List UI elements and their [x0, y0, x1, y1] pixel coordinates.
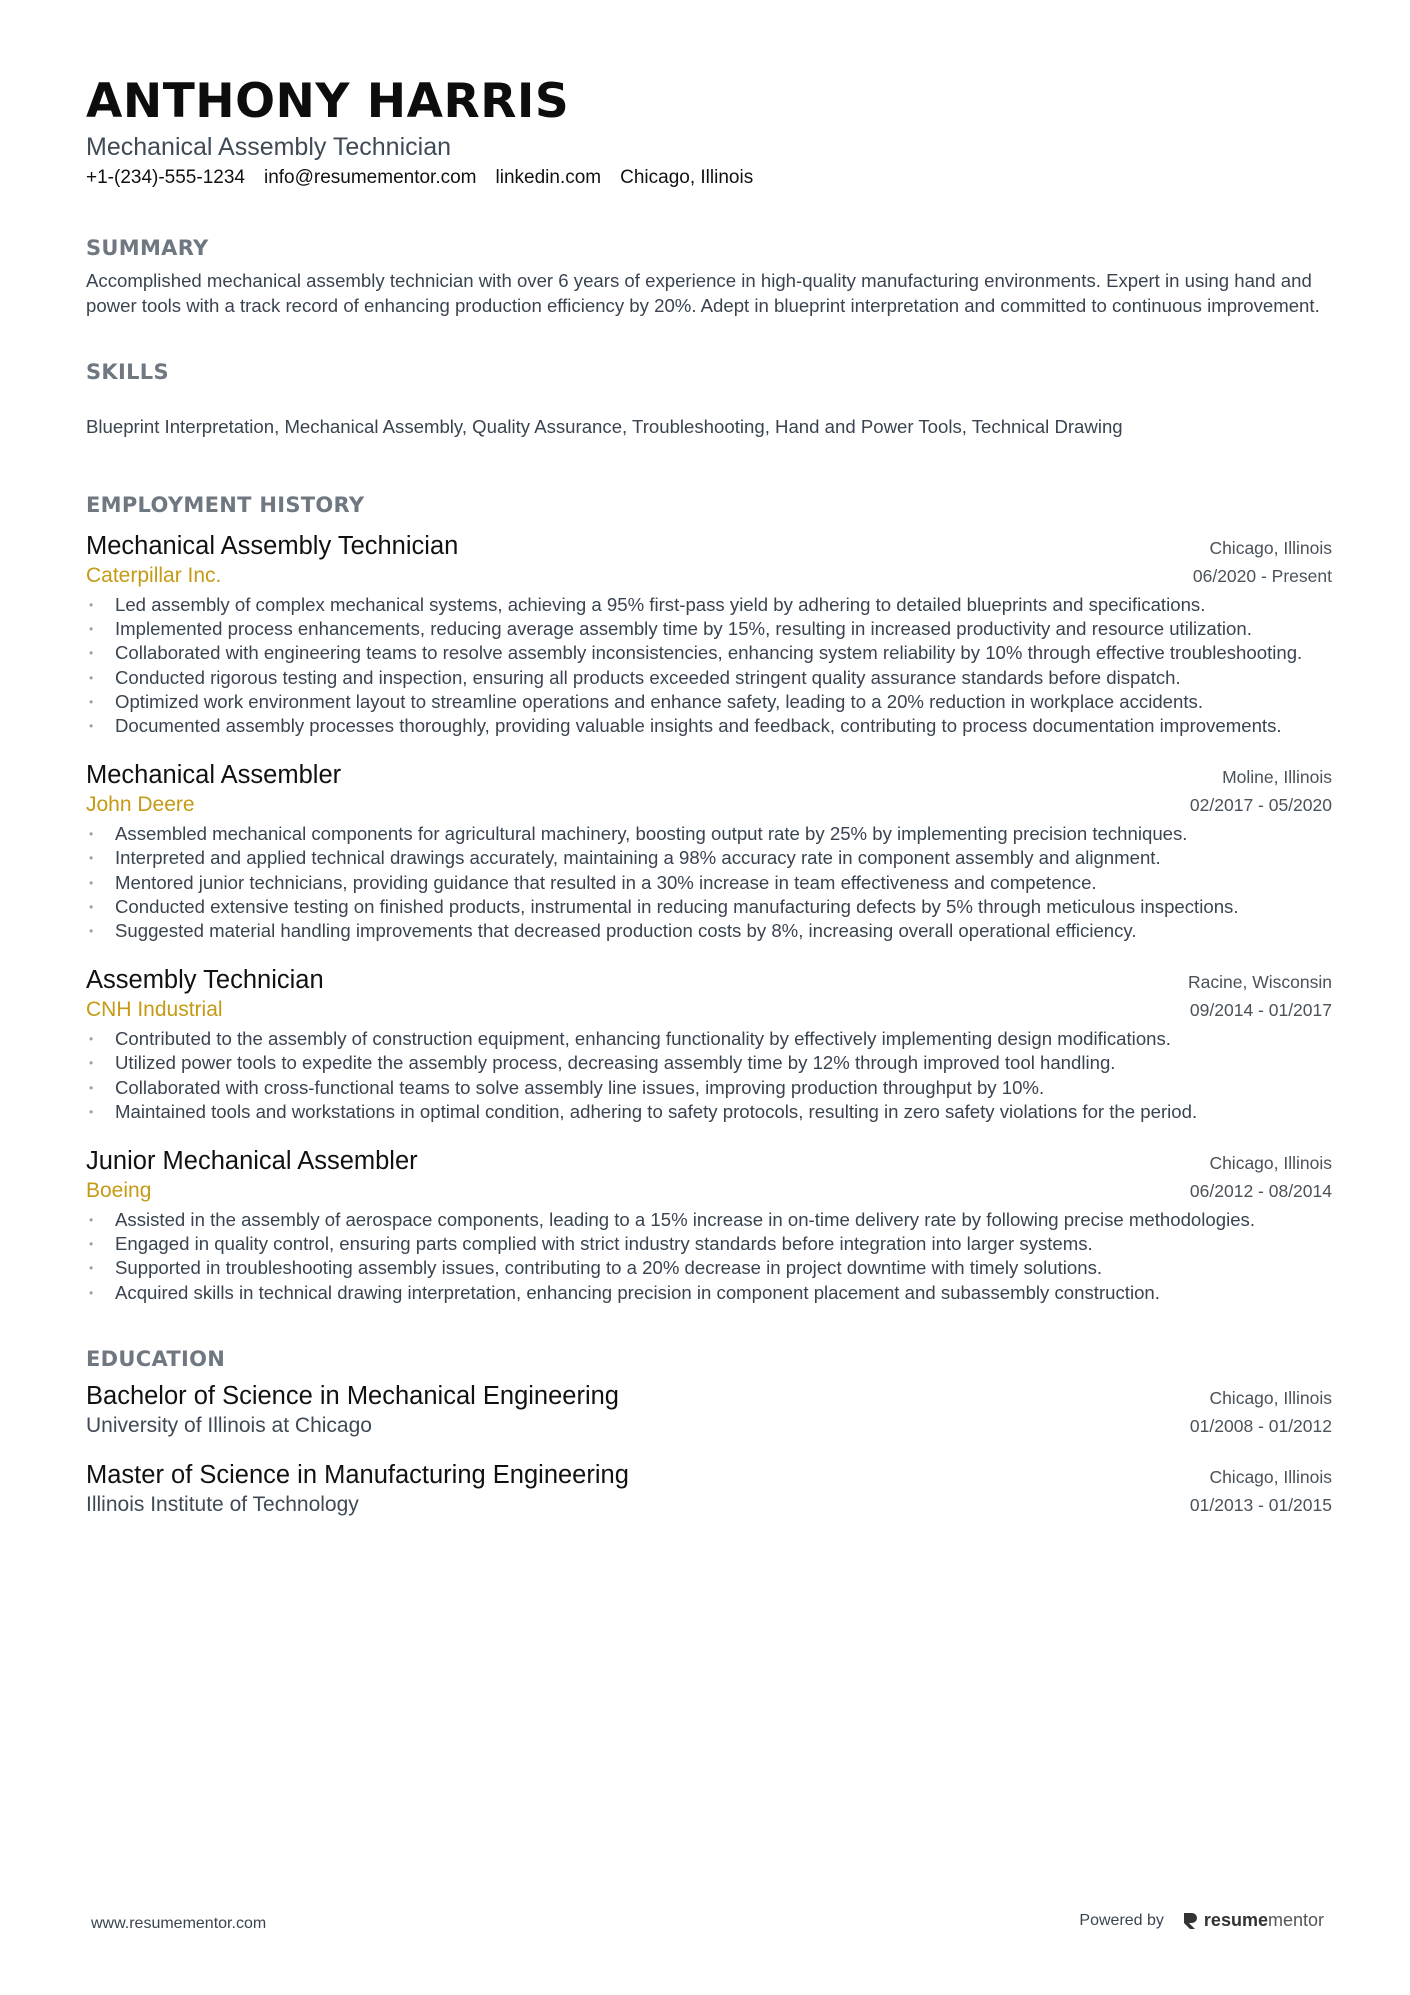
education-degree: Master of Science in Manufacturing Engineering	[86, 1460, 629, 1489]
job-bullets	[86, 822, 1332, 943]
education-header-row	[86, 1460, 1332, 1491]
job-company: Boeing	[86, 1179, 152, 1203]
education-heading: EDUCATION	[86, 1346, 226, 1371]
job-header-row	[86, 965, 1332, 996]
job-role: Assembly Technician	[86, 966, 324, 995]
education-school: University of Illinois at Chicago	[86, 1413, 372, 1437]
education-location: Chicago, Illinois	[1209, 1387, 1332, 1408]
job-bullet: • Contributed to the assembly of construction equipment, enhancing functionality by effectively implementing design modifications.	[86, 1027, 1332, 1051]
job-bullet: • Assisted in the assembly of aerospace components, leading to a 15% increase in on-time delivery rate by following precise methodologies.	[86, 1208, 1332, 1232]
job-company: Caterpillar Inc.	[86, 564, 222, 587]
education-dates: 01/2008 - 01/2012	[1189, 1415, 1332, 1436]
education-location: Chicago, Illinois	[1209, 1466, 1332, 1487]
job-bullets	[86, 593, 1332, 738]
job-location: Racine, Wisconsin	[1188, 972, 1332, 993]
job-bullet: • Engaged in quality control, ensuring parts complied with strict industry standards before integration into larger systems.	[86, 1232, 1332, 1256]
job-bullet: • Utilized power tools to expedite the assembly process, decreasing assembly time by 12% through improved tool handling.	[86, 1051, 1332, 1075]
job-bullet: • Led assembly of complex mechanical systems, achieving a 95% first-pass yield by adhering to detailed blueprints and specifications.	[86, 593, 1332, 617]
education-dates: 01/2013 - 01/2015	[1189, 1494, 1332, 1515]
job-dates: 09/2014 - 01/2017	[1189, 1000, 1332, 1021]
job-role: Mechanical Assembler	[86, 761, 342, 790]
job-company: John Deere	[86, 793, 195, 817]
job-bullets	[86, 1208, 1332, 1305]
job-header-row	[86, 760, 1332, 791]
job-role: Junior Mechanical Assembler	[86, 1147, 418, 1176]
job-bullet: • Assembled mechanical components for agricultural machinery, boosting output rate by 25% by implementing precision techniques.	[86, 822, 1332, 846]
job-subheader-row	[86, 996, 1332, 1024]
powered-by-label: Powered by	[1079, 1911, 1164, 1929]
brand-logo[interactable]	[1182, 1910, 1324, 1931]
employment-list	[86, 531, 1332, 1305]
job-bullet: • Interpreted and applied technical drawings accurately, maintaining a 98% accuracy rate in component assembly and alignment.	[86, 846, 1332, 870]
education-entry	[86, 1381, 1332, 1440]
job-company: CNH Industrial	[86, 998, 223, 1022]
resumementor-logo-icon	[1182, 1912, 1198, 1930]
job-dates: 06/2012 - 08/2014	[1189, 1181, 1332, 1202]
job-header-row	[86, 1146, 1332, 1177]
job-bullet: • Mentored junior technicians, providing guidance that resulted in a 30% increase in team effectiveness and competence.	[86, 871, 1332, 895]
job-entry	[86, 965, 1332, 1124]
summary-text: Accomplished mechanical assembly technician with over 6 years of experience in high-quality manufacturing environments. Expert in using hand and power tools with a track record of enhancing production efficiency by 20%. Adept in blueprint interpretation and committed to continuous improvement.	[86, 270, 1320, 316]
skills-heading: SKILLS	[86, 360, 169, 384]
job-subheader-row	[86, 1177, 1332, 1205]
education-entry	[86, 1460, 1332, 1519]
candidate-name: ANTHONY HARRIS	[86, 74, 570, 129]
job-role: Mechanical Assembly Technician	[86, 532, 459, 560]
education-subheader-row	[86, 1491, 1332, 1519]
job-bullet: • Acquired skills in technical drawing interpretation, enhancing precision in component placement and subassembly construction.	[86, 1281, 1332, 1305]
summary-heading: SUMMARY	[86, 236, 209, 260]
job-bullet: • Documented assembly processes thoroughly, providing valuable insights and feedback, contributing to process documentation improvements.	[86, 714, 1332, 738]
job-entry	[86, 531, 1332, 738]
employment-heading: EMPLOYMENT HISTORY	[86, 493, 365, 517]
brand-name-strong: resume	[1203, 1910, 1268, 1930]
job-bullet: • Suggested material handling improvements that decreased production costs by 8%, increasing overall operational efficiency.	[86, 919, 1332, 943]
job-bullet: • Maintained tools and workstations in optimal condition, adhering to safety protocols, resulting in zero safety violations for the period.	[86, 1100, 1332, 1124]
job-bullet: • Collaborated with engineering teams to resolve assembly inconsistencies, enhancing system reliability by 10% through effective troubleshooting.	[86, 641, 1332, 665]
education-degree: Bachelor of Science in Mechanical Engineering	[86, 1381, 619, 1410]
contact-location: Chicago, Illinois	[620, 167, 754, 188]
job-bullet: • Collaborated with cross-functional teams to solve assembly line issues, improving production throughput by 10%.	[86, 1076, 1332, 1100]
job-entry	[86, 1146, 1332, 1305]
footer-website[interactable]: www.resumementor.com	[91, 1915, 267, 1932]
education-subheader-row	[86, 1412, 1332, 1440]
job-header-row	[86, 531, 1332, 562]
contact-linkedin[interactable]: linkedin.com	[495, 167, 602, 188]
skills-text: Blueprint Interpretation, Mechanical Assembly, Quality Assurance, Troubleshooting, Hand and Power Tools, Technical Drawing	[86, 416, 1123, 437]
contact-email[interactable]: info@resumementor.com	[263, 167, 477, 188]
job-dates: 02/2017 - 05/2020	[1189, 795, 1332, 816]
job-location: Chicago, Illinois	[1209, 538, 1332, 558]
job-subheader-row	[86, 791, 1332, 819]
contact-line	[86, 164, 1332, 192]
candidate-title: Mechanical Assembly Technician	[86, 133, 452, 161]
job-bullet: • Conducted rigorous testing and inspection, ensuring all products exceeded stringent quality assurance standards before dispatch.	[86, 666, 1332, 690]
job-bullet: • Conducted extensive testing on finished products, instrumental in reducing manufacturing defects by 5% through meticulous inspections.	[86, 895, 1332, 919]
job-bullet: • Supported in troubleshooting assembly issues, contributing to a 20% decrease in project downtime with timely solutions.	[86, 1256, 1332, 1280]
job-bullet: • Implemented process enhancements, reducing average assembly time by 15%, resulting in increased productivity and resource utilization.	[86, 617, 1332, 641]
job-dates: 06/2020 - Present	[1192, 566, 1332, 586]
education-list	[86, 1381, 1332, 1519]
resume-page	[86, 74, 1332, 1519]
brand-name-light: mentor	[1267, 1910, 1324, 1930]
contact-phone: +1-(234)-555-1234	[86, 167, 245, 188]
job-subheader-row	[86, 562, 1332, 590]
job-bullets	[86, 1027, 1332, 1124]
education-school: Illinois Institute of Technology	[86, 1492, 359, 1516]
education-header-row	[86, 1381, 1332, 1412]
footer-brand	[1079, 1910, 1324, 1931]
job-location: Moline, Illinois	[1222, 767, 1332, 788]
job-entry	[86, 760, 1332, 943]
job-bullet: • Optimized work environment layout to streamline operations and enhance safety, leading to a 20% reduction in workplace accidents.	[86, 690, 1332, 714]
job-location: Chicago, Illinois	[1209, 1153, 1332, 1174]
